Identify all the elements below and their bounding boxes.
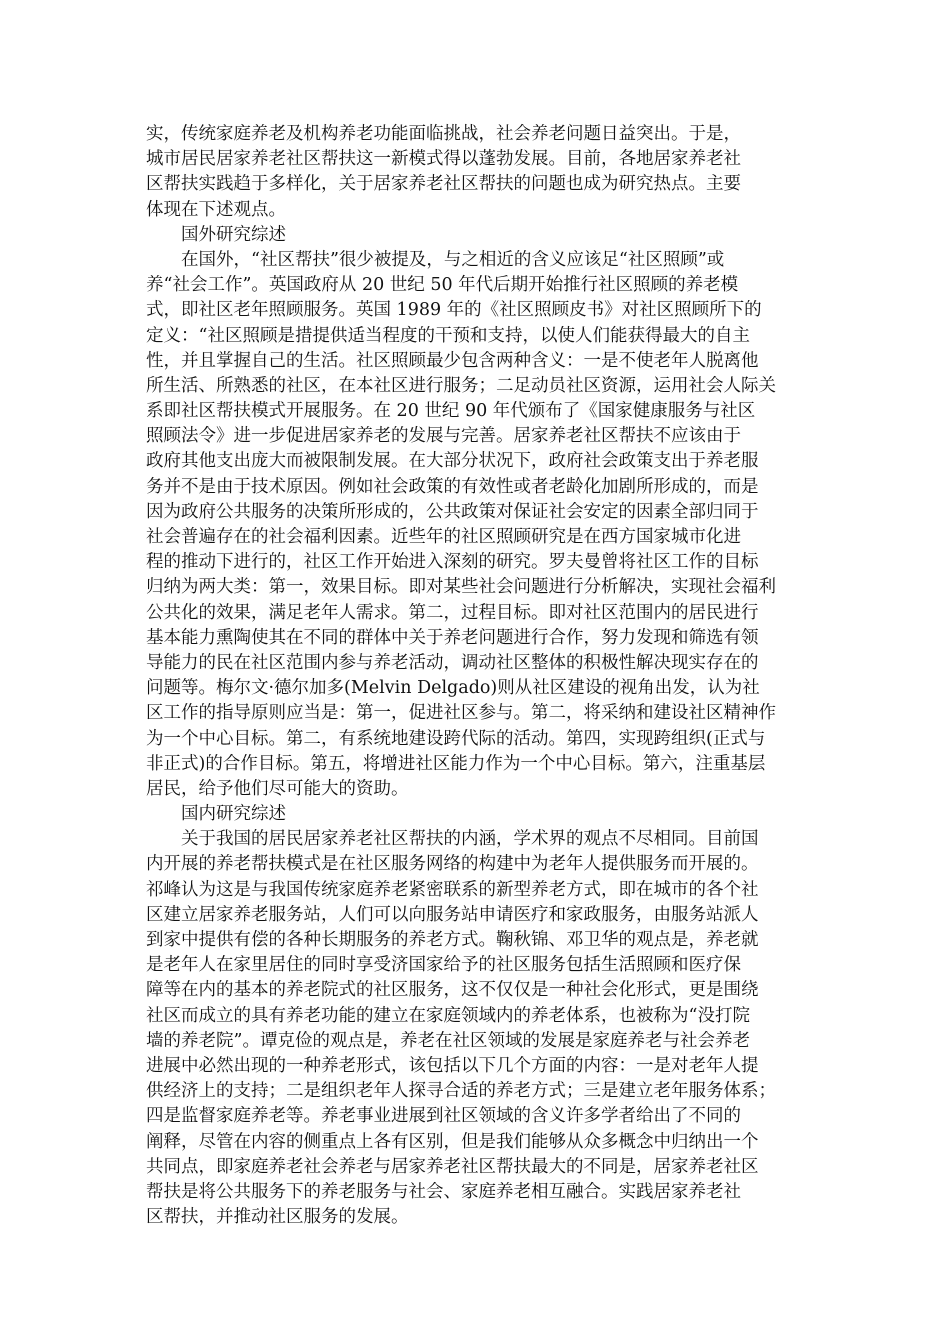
- text-line: 关于我国的居民居家养老社区帮扶的内涵，学术界的观点不尽相同。目前国: [181, 829, 759, 850]
- section-heading-domestic: 国内研究综述: [181, 804, 286, 825]
- text-line: 因为政府公共服务的决策所形成的，公共政策对保证社会安定的因素全部归同于: [146, 501, 759, 522]
- text-line: 区建立居家养老服务站，人们可以向服务站申请医疗和家政服务，由服务站派人: [146, 904, 759, 925]
- text-line: 社区而成立的具有养老功能的建立在家庭领域内的养老体系，也被称为“没打院: [146, 1005, 750, 1026]
- text-line: 性，并且掌握自己的生活。社区照顾最少包含两种含义：一是不使老年人脱离他: [146, 350, 759, 371]
- text-line: 进展中必然出现的一种养老形式，该包括以下几个方面的内容：一是对老年人提: [146, 1055, 759, 1076]
- text-line: 公共化的效果，满足老年人需求。第二，过程目标。即对社区范围内的居民进行: [146, 602, 759, 623]
- text-line: 非正式)的合作目标。第五，将增进社区能力作为一个中心目标。第六，注重基层: [146, 753, 766, 774]
- text-line: 内开展的养老帮扶模式是在社区服务网络的构建中为老年人提供服务而开展的。: [146, 854, 759, 875]
- text-line: 帮扶是将公共服务下的养老服务与社会、家庭养老相互融合。实践居家养老社: [146, 1181, 741, 1202]
- text-line: 务并不是由于技术原因。例如社会政策的有效性或者老龄化加剧所形成的，而是: [146, 476, 759, 497]
- section-heading-foreign: 国外研究综述: [181, 224, 286, 245]
- text-line: 归纳为两大类：第一，效果目标。即对某些社会问题进行分析解决，实现社会福利: [146, 577, 776, 598]
- text-line: 在国外，“社区帮扶”很少被提及，与之相近的含义应该足“社区照顾”或: [181, 249, 725, 270]
- text-line: 供经济上的支持；二是组织老年人探寻合适的养老方式；三是建立老年服务体系；: [146, 1081, 776, 1102]
- document-page: [146, 122, 808, 1230]
- text-line: 阐释，尽管在内容的侧重点上各有区别，但是我们能够从众多概念中归纳出一个: [146, 1131, 759, 1152]
- text-line: 居民，给予他们尽可能大的资助。: [146, 778, 409, 799]
- text-line: 系即社区帮扶模式开展服务。在 20 世纪 90 年代颁布了《国家健康服务与社区: [146, 401, 756, 422]
- text-line: 城市居民居家养老社区帮扶这一新模式得以蓬勃发展。目前，各地居家养老社: [146, 149, 741, 170]
- text-line: 区工作的指导原则应当是：第一，促进社区参与。第二，将采纳和建设社区精神作: [146, 703, 776, 724]
- domestic-research-paragraph: [146, 827, 808, 1230]
- text-line: 政府其他支出庞大而被限制发展。在大部分状况下，政府社会政策支出于养老服: [146, 451, 759, 472]
- text-line: 为一个中心目标。第二，有系统地建设跨代际的活动。第四，实现跨组织(正式与: [146, 728, 766, 749]
- text-line: 区帮扶实践趋于多样化，关于居家养老社区帮扶的问题也成为研究热点。主要: [146, 174, 741, 195]
- text-line: 基本能力熏陶使其在不同的群体中关于养老问题进行合作，努力发现和筛选有领: [146, 627, 759, 648]
- text-line: 定义：“社区照顾是措提供适当程度的干预和支持，以使人们能获得最大的自主: [146, 325, 750, 346]
- text-line: 四是监督家庭养老等。养老事业进展到社区领域的含义许多学者给出了不同的: [146, 1106, 741, 1127]
- text-line: 墙的养老院”。谭克俭的观点是，养老在社区领域的发展是家庭养老与社会养老: [146, 1030, 750, 1051]
- text-line: 式，即社区老年照顾服务。英国 1989 年的《社区照顾皮书》对社区照顾所下的: [146, 300, 762, 321]
- text-line: 问题等。梅尔文·德尔加多(Melvin Delgado)则从社区建设的视角出发，认为社: [146, 678, 760, 699]
- text-line: 共同点，即家庭养老社会养老与居家养老社区帮扶最大的不同是，居家养老社区: [146, 1156, 759, 1177]
- text-line: 养“社会工作”。英国政府从 20 世纪 50 年代后期开始推行社区照顾的养老模: [146, 275, 739, 296]
- text-line: 区帮扶，并推动社区服务的发展。: [146, 1207, 409, 1228]
- text-line: 程的推动下进行的，社区工作开始进入深刻的研究。罗夫曼曾将社区工作的目标: [146, 552, 759, 573]
- text-line: 到家中提供有偿的各种长期服务的养老方式。鞠秋锦、邓卫华的观点是，养老就: [146, 930, 759, 950]
- text-line: 导能力的民在社区范围内参与养老活动，调动社区整体的积极性解决现实存在的: [146, 652, 759, 673]
- foreign-research-paragraph: [146, 248, 808, 802]
- text-line: 所生活、所熟悉的社区，在本社区进行服务；二足动员社区资源，运用社会人际关: [146, 375, 776, 396]
- text-line: 体现在下述观点。: [146, 199, 286, 220]
- text-line: 祁峰认为这是与我国传统家庭养老紧密联系的新型养老方式，即在城市的各个社: [146, 879, 759, 900]
- text-line: 社会普遍存在的社会福利因素。近些年的社区照顾研究是在西方国家城市化进: [146, 527, 741, 547]
- text-line: 实，传统家庭养老及机构养老功能面临挑战，社会养老问题日益突出。于是，: [146, 124, 741, 144]
- text-line: 是老年人在家里居住的同时享受济国家给予的社区服务包括生活照顾和医疗保: [146, 955, 741, 976]
- text-line: 照顾法令》进一步促进居家养老的发展与完善。居家养老社区帮扶不应该由于: [146, 426, 741, 447]
- intro-paragraph: [146, 122, 808, 223]
- text-line: 障等在内的基本的养老院式的社区服务，这不仅仅是一种社会化形式，更是围绕: [146, 980, 759, 1001]
